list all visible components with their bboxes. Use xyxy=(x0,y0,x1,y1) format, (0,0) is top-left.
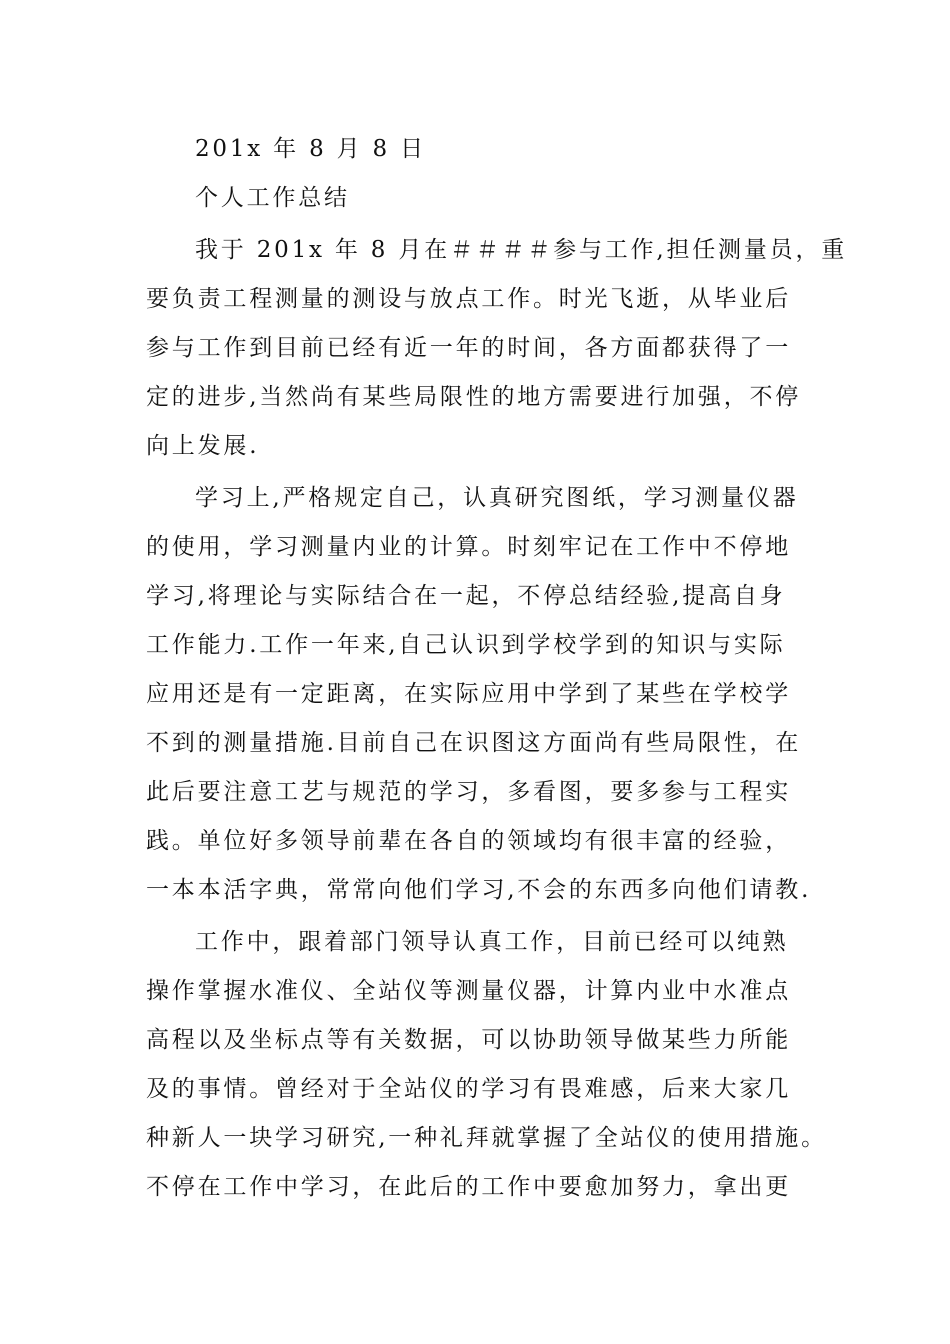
text-line: 应用还是有一定距离，在实际应用中学到了某些在学校学 xyxy=(146,681,791,707)
document-date: 201x 年 8 月 8 日 xyxy=(195,136,426,162)
text-line: 践。单位好多领导前辈在各自的领域均有很丰富的经验， xyxy=(146,828,791,854)
text-line: 工作能力.工作一年来,自己认识到学校学到的知识与实际 xyxy=(146,632,786,658)
document-title: 个人工作总结 xyxy=(195,185,350,211)
text-line: 此后要注意工艺与规范的学习，多看图，要多参与工程实 xyxy=(146,779,791,805)
text-line: 工作中，跟着部门领导认真工作，目前已经可以纯熟 xyxy=(195,929,789,955)
text-line: 不停在工作中学习，在此后的工作中要愈加努力，拿出更 xyxy=(146,1174,791,1200)
text-line: 的使用，学习测量内业的计算。时刻牢记在工作中不停地 xyxy=(146,534,791,560)
text-line: 一本本活字典，常常向他们学习,不会的东西多向他们请教. xyxy=(146,877,812,903)
text-line: 向上发展. xyxy=(146,433,260,459)
text-line: 要负责工程测量的测设与放点工作。时光飞逝，从毕业后 xyxy=(146,286,791,312)
text-line: 参与工作到目前已经有近一年的时间，各方面都获得了一 xyxy=(146,335,791,361)
text-line: 及的事情。曾经对于全站仪的学习有畏难感，后来大家几 xyxy=(146,1076,791,1102)
text-line: 操作掌握水准仪、全站仪等测量仪器，计算内业中水准点 xyxy=(146,978,791,1004)
text-line: 学习上,严格规定自己，认真研究图纸，学习测量仪器 xyxy=(195,485,799,511)
text-line: 高程以及坐标点等有关数据，可以协助领导做某些力所能 xyxy=(146,1027,791,1053)
text-line: 不到的测量措施.目前自己在识图这方面尚有些局限性，在 xyxy=(146,730,802,756)
text-line: 种新人一块学习研究,一种礼拜就掌握了全站仪的使用措施。 xyxy=(146,1125,827,1151)
text-line: 我于 201x 年 8 月在＃＃＃＃参与工作,担任测量员，重 xyxy=(195,237,848,263)
text-line: 学习,将理论与实际结合在一起，不停总结经验,提高自身 xyxy=(146,583,786,609)
text-line: 定的进步,当然尚有某些局限性的地方需要进行加强，不停 xyxy=(146,384,802,410)
